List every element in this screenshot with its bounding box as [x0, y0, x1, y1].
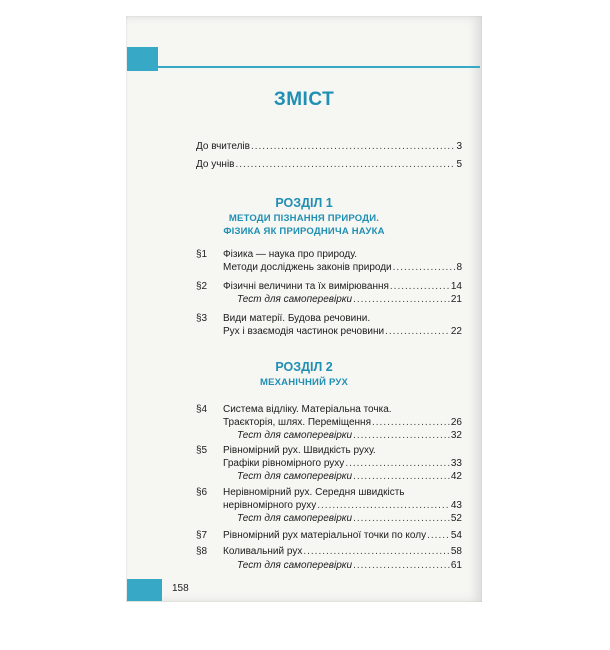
toc-entry-text: Тест для самоперевірки [237, 294, 353, 305]
section-2-heading: РОЗДІЛ 2 [275, 360, 333, 374]
section-number: §5 [196, 445, 208, 456]
toc-entry-page: 8 [456, 262, 462, 273]
toc-entry-text: Тест для самоперевірки [237, 560, 353, 571]
toc-entry-page: 33 [450, 458, 462, 469]
toc-entry-text: Система відліку. Матеріальна точка. [223, 404, 392, 415]
toc-entry-page: 14 [450, 281, 462, 292]
section-2-subtitle: МЕХАНІЧНИЙ РУХ [259, 377, 349, 388]
toc-entry-text: До вчителів [196, 141, 250, 152]
toc-entry-page: 26 [450, 417, 462, 428]
toc-entry-test [237, 513, 462, 525]
toc-entry-text: Методи досліджень законів природи [223, 262, 392, 273]
section-1-subtitle-line-2: ФІЗИКА ЯК ПРИРОДНИЧА НАУКА [223, 226, 385, 237]
toc-entry-text: Рівномірний рух. Швидкість руху. [223, 445, 376, 456]
toc-entry-paragraph-8 [223, 546, 462, 558]
toc-entry-text: нерівномірного руху [223, 500, 317, 511]
toc-entry-test [237, 471, 462, 483]
toc-entry-students [196, 159, 462, 171]
toc-entry-page: 52 [450, 513, 462, 524]
toc-entry-page: 21 [450, 294, 462, 305]
section-number: §2 [196, 281, 208, 292]
toc-entry-page: 42 [450, 471, 462, 482]
toc-entry-page: 22 [450, 326, 462, 337]
leader-dots [353, 294, 450, 306]
toc-entry-paragraph-5 [223, 458, 462, 470]
toc-entry-page: 58 [450, 546, 462, 557]
toc-entry-text: Коливальний рух [223, 546, 303, 557]
leader-dots [236, 159, 456, 171]
leader-dots [251, 141, 455, 153]
toc-entry-paragraph-2 [223, 281, 462, 293]
toc-entry-test [237, 430, 462, 442]
toc-entry-text: Види матерії. Будова речовини. [223, 313, 371, 324]
section-number: §8 [196, 546, 208, 557]
leader-dots [372, 417, 450, 429]
toc-entry-text: Графіки рівномірного руху [223, 458, 345, 469]
toc-entry-test [237, 294, 462, 306]
toc-entry-page: 32 [450, 430, 462, 441]
toc-entry-paragraph-6 [223, 500, 462, 512]
leader-dots [390, 281, 450, 293]
toc-entry-page: 3 [456, 141, 462, 152]
leader-dots [345, 458, 450, 470]
leader-dots [353, 560, 450, 572]
toc-entry-paragraph-4 [223, 417, 462, 429]
leader-dots [427, 530, 450, 542]
toc-entry-text: Рух і взаємодія частинок речовини [223, 326, 385, 337]
section-number: §7 [196, 530, 208, 541]
toc-entry-text: Фізичні величини та їх вимірювання [223, 281, 389, 292]
leader-dots [393, 262, 456, 274]
bottom-accent-block [127, 579, 162, 601]
page-number: 158 [172, 583, 189, 594]
toc-entry-paragraph-1 [223, 262, 462, 274]
section-number: §1 [196, 249, 208, 260]
section-1-heading: РОЗДІЛ 1 [275, 196, 333, 210]
leader-dots [353, 471, 450, 483]
section-1-subtitle-line-1: МЕТОДИ ПІЗНАННЯ ПРИРОДИ. [228, 213, 380, 224]
toc-entry-paragraph-3 [223, 326, 462, 338]
section-number: §4 [196, 404, 208, 415]
leader-dots [303, 546, 450, 558]
toc-entry-text: Фізика — наука про природу. [223, 249, 358, 260]
section-number: §3 [196, 313, 208, 324]
toc-entry-text: Тест для самоперевірки [237, 513, 353, 524]
toc-entry-text: Тест для самоперевірки [237, 471, 353, 482]
leader-dots [385, 326, 450, 338]
top-accent-block [127, 47, 158, 71]
page-title: ЗМІСТ [273, 89, 335, 110]
toc-entry-text: Тест для самоперевірки [237, 430, 353, 441]
toc-entry-page: 5 [456, 159, 462, 170]
top-accent-line [158, 66, 480, 68]
toc-entry-text: Нерівномірний рух. Середня швидкість [223, 487, 405, 498]
toc-entry-paragraph-7 [223, 530, 462, 542]
toc-entry-text: Траєкторія, шлях. Переміщення [223, 417, 371, 428]
toc-entry-teachers [196, 141, 462, 153]
leader-dots [317, 500, 450, 512]
toc-entry-text: До учнів [196, 159, 235, 170]
toc-entry-page: 54 [450, 530, 462, 541]
section-number: §6 [196, 487, 208, 498]
toc-entry-text: Рівномірний рух матеріальної точки по колу [223, 530, 427, 541]
toc-entry-test [237, 560, 462, 572]
toc-entry-page: 61 [450, 560, 462, 571]
leader-dots [353, 513, 450, 525]
leader-dots [353, 430, 450, 442]
toc-entry-page: 43 [450, 500, 462, 511]
